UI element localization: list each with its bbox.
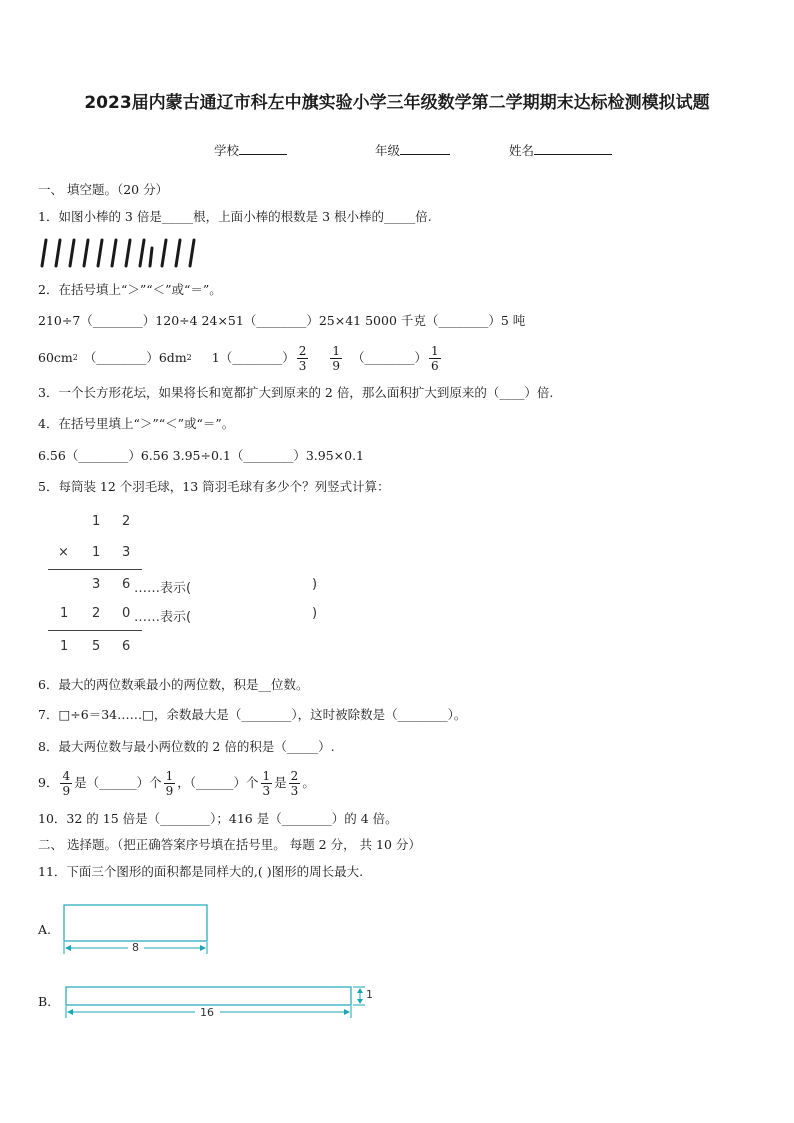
denominator: 6 bbox=[431, 358, 439, 373]
superscript: 2 bbox=[186, 353, 192, 362]
q9-text-3: 是 bbox=[274, 775, 287, 790]
q9-text-4: 。 bbox=[302, 775, 315, 790]
note-2-close: ) bbox=[312, 606, 318, 621]
numerator: 2 bbox=[298, 343, 307, 358]
numerator: 1 bbox=[262, 768, 271, 783]
question-5: 5．每筒装 12 个羽毛球，13 筒羽毛球有多少个？列竖式计算： bbox=[38, 479, 390, 494]
denominator: 9 bbox=[165, 783, 174, 798]
section2-heading: 二、 选择题。（把正确答案序号填在括号里。 每题 2 分， 共 10 分） bbox=[38, 837, 421, 852]
stick bbox=[42, 240, 46, 266]
arrow-left-icon bbox=[65, 945, 71, 951]
fraction-1-3 bbox=[261, 769, 273, 798]
question-7: 7．□÷6＝34……□，余数最大是（________），这时被除数是（________）。 bbox=[38, 707, 467, 722]
question-2: 2．在括号填上“＞”“＜”或“＝”。 bbox=[38, 282, 222, 297]
question-1: 1．如图小棒的 3 倍是_____根，上面小棒的根数是 3 根小棒的_____倍. bbox=[38, 209, 432, 224]
school-label: 学校 bbox=[214, 143, 240, 158]
question-11: 11．下面三个图形的面积都是同样大的,( )图形的周长最大. bbox=[38, 864, 364, 879]
fraction-2-3 bbox=[289, 769, 301, 798]
stick bbox=[126, 240, 130, 266]
numerator: 2 bbox=[290, 768, 299, 783]
calc-digit: 2 bbox=[92, 606, 101, 621]
stick bbox=[56, 240, 60, 266]
stick bbox=[150, 248, 152, 266]
fraction-1-9 bbox=[164, 769, 176, 798]
arrow-right-icon bbox=[200, 945, 206, 951]
calc-digit: 0 bbox=[122, 606, 131, 621]
calc-digit: 1 bbox=[60, 639, 69, 654]
q2-60cm: 60cm bbox=[38, 350, 73, 365]
fraction-4-9 bbox=[60, 769, 72, 798]
superscript: 2 bbox=[72, 353, 78, 362]
school-blank[interactable] bbox=[239, 142, 287, 155]
calc-digit: 6 bbox=[122, 639, 131, 654]
q2-compare-6dm: （________）6dm bbox=[83, 350, 187, 365]
stick bbox=[190, 240, 194, 266]
stick bbox=[140, 240, 144, 266]
question-9 bbox=[38, 763, 315, 803]
calc-digit: 1 bbox=[92, 514, 101, 529]
rectangle-a bbox=[64, 905, 207, 941]
grade-field bbox=[375, 142, 450, 159]
fraction-2-3 bbox=[297, 344, 309, 373]
option-a-width: 8 bbox=[132, 941, 139, 954]
fraction-1-9 bbox=[330, 344, 342, 373]
fraction-1-6 bbox=[429, 344, 441, 373]
grade-label: 年级 bbox=[375, 143, 401, 158]
multiply-sign: × bbox=[58, 545, 69, 560]
q9-text-1: 是（______）个 bbox=[74, 775, 162, 790]
calc-digit: 5 bbox=[92, 639, 101, 654]
note-1: ……表示( bbox=[134, 581, 192, 596]
question-6: 6．最大的两位数乘最小的两位数，积是__位数。 bbox=[38, 677, 309, 692]
question-4: 4．在括号里填上“＞”“＜”或“＝”。 bbox=[38, 416, 235, 431]
stick bbox=[176, 240, 180, 266]
denominator: 3 bbox=[290, 783, 299, 798]
arrow-right-icon bbox=[344, 1009, 350, 1015]
denominator: 9 bbox=[62, 783, 71, 798]
stick bbox=[98, 240, 102, 266]
school-field bbox=[214, 142, 287, 159]
stick bbox=[112, 240, 116, 266]
option-b-label: B. bbox=[38, 994, 52, 1009]
calc-digit: 1 bbox=[92, 545, 101, 560]
rectangle-b bbox=[66, 987, 351, 1005]
name-blank[interactable] bbox=[534, 142, 612, 155]
stick bbox=[162, 240, 166, 266]
arrow-up-icon bbox=[357, 988, 363, 993]
calc-digit: 3 bbox=[122, 545, 131, 560]
q9-text-2: ，（______）个 bbox=[177, 775, 259, 790]
arrow-down-icon bbox=[357, 999, 363, 1004]
q2-compare-1: 1（________） bbox=[211, 350, 295, 365]
option-b-width: 16 bbox=[200, 1006, 214, 1019]
calc-digit: 6 bbox=[122, 577, 131, 592]
numerator: 4 bbox=[62, 768, 71, 783]
denominator: 9 bbox=[332, 358, 340, 373]
section1-heading: 一、 填空题。（20 分） bbox=[38, 182, 169, 197]
numerator: 1 bbox=[332, 343, 340, 358]
name-label: 姓名 bbox=[509, 143, 535, 158]
calc-digit: 1 bbox=[60, 606, 69, 621]
option-a-label: A. bbox=[38, 922, 52, 937]
sticks-figure bbox=[38, 236, 198, 270]
option-b-figure bbox=[60, 983, 375, 1023]
question-2-row-2 bbox=[38, 338, 443, 378]
q9-number: 9． bbox=[38, 775, 59, 790]
question-4-row: 6.56（________）6.56 3.95÷0.1（________）3.95×0.1 bbox=[38, 448, 365, 463]
calc-digit: 3 bbox=[92, 577, 101, 592]
grade-blank[interactable] bbox=[400, 142, 450, 155]
note-1-close: ) bbox=[312, 577, 318, 592]
question-8: 8．最大两位数与最小两位数的 2 倍的积是（_____）. bbox=[38, 739, 335, 754]
q2-compare-blank: （________） bbox=[352, 350, 428, 365]
name-field bbox=[509, 142, 612, 159]
denominator: 3 bbox=[262, 783, 271, 798]
denominator: 3 bbox=[298, 358, 307, 373]
numerator: 1 bbox=[165, 768, 174, 783]
calc-rule bbox=[48, 630, 142, 631]
vertical-calculation bbox=[48, 508, 348, 663]
arrow-left-icon bbox=[67, 1009, 73, 1015]
page-title: 2023届内蒙古通辽市科左中旗实验小学三年级数学第二学期期末达标检测模拟试题 bbox=[84, 93, 710, 113]
question-3: 3．一个长方形花坛，如果将长和宽都扩大到原来的 2 倍，那么面积扩大到原来的（____）倍. bbox=[38, 385, 554, 400]
calc-digit: 2 bbox=[122, 514, 131, 529]
stick bbox=[84, 240, 88, 266]
stick bbox=[70, 240, 74, 266]
question-10: 10．32 的 15 倍是（________）；416 是（________）的 4 倍。 bbox=[38, 811, 398, 826]
note-2: ……表示( bbox=[134, 610, 192, 625]
numerator: 1 bbox=[431, 343, 439, 358]
calc-rule bbox=[48, 569, 142, 570]
question-2-row-1: 210÷7（________）120÷4 24×51（________）25×41 5000 千克（________）5 吨 bbox=[38, 313, 526, 328]
option-b-height: 1 bbox=[366, 988, 373, 1001]
